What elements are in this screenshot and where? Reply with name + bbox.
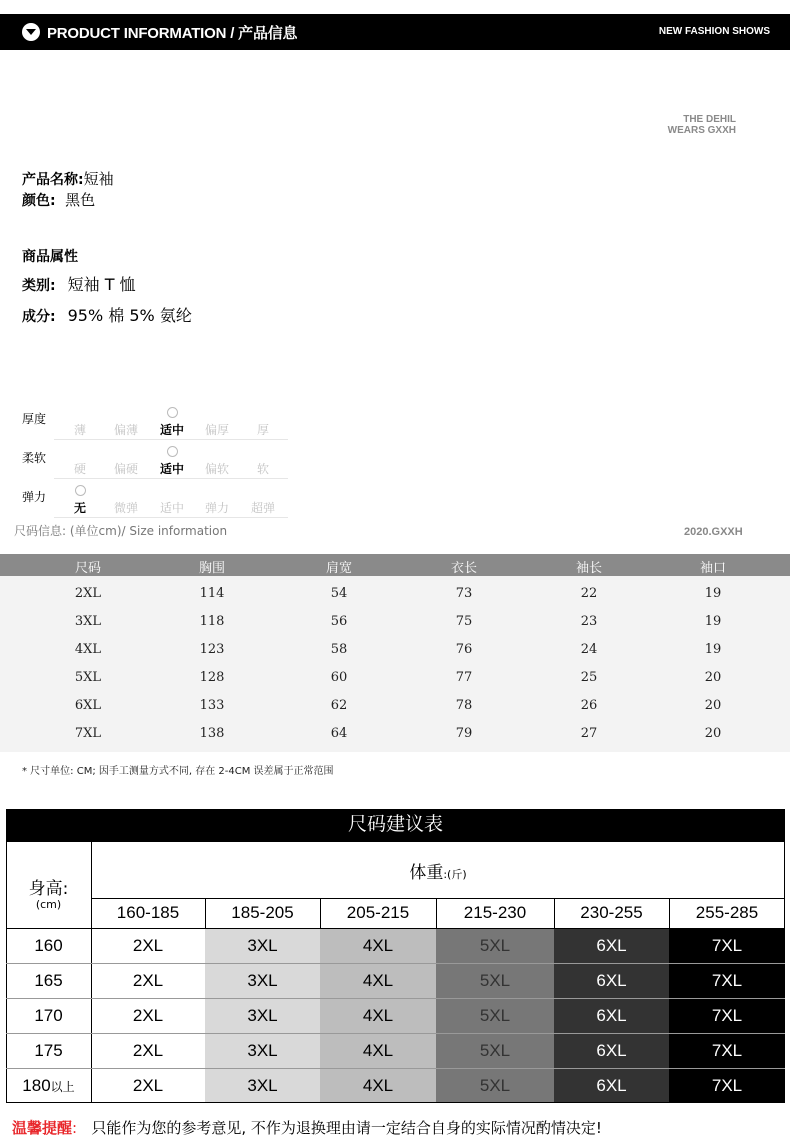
measure-cell: 56 (330, 614, 348, 629)
size-cell: 4XL (320, 1068, 436, 1103)
grid-line (91, 898, 785, 899)
grid-line (554, 898, 555, 928)
measure-cell: 20 (704, 670, 722, 685)
measure-cell: 60 (330, 670, 348, 685)
grid-line (6, 1102, 785, 1103)
grid-line (6, 842, 7, 1103)
attributes-title: 商品属性 (22, 249, 78, 265)
weight-range-cell: 160-185 (116, 903, 180, 922)
product-material (22, 303, 192, 326)
size-cell: 2XL (91, 1033, 205, 1068)
selected-marker (167, 407, 178, 418)
attribute-option: 弹力 (204, 501, 229, 515)
attribute-option: 硬 (73, 462, 86, 476)
attribute-option-selected: 适中 (159, 462, 184, 476)
weight-range-cell: 215-230 (463, 903, 527, 922)
grid-line (6, 1033, 785, 1034)
size-cell: 6XL (554, 998, 669, 1033)
measure-cell: 123 (199, 642, 225, 657)
size-cell: 3XL (205, 998, 320, 1033)
size-cell: 4XL (320, 928, 436, 963)
reminder (12, 1117, 602, 1138)
attribute-label: 厚度 (22, 412, 47, 426)
product-category-label: 类别: (22, 278, 56, 294)
header-tagline: NEW FASHION SHOWS (658, 26, 770, 37)
size-cell: 2XL (91, 998, 205, 1033)
attribute-label: 弹力 (22, 490, 47, 504)
measure-cell: 128 (199, 670, 225, 685)
product-color-value: 黑色 (65, 191, 96, 209)
measure-cell: 62 (330, 698, 348, 713)
grid-line (436, 898, 437, 928)
measure-header-cell: 袖口 (699, 561, 726, 576)
selected-marker (75, 485, 86, 496)
measure-cell: 138 (199, 726, 225, 741)
attribute-option: 偏软 (204, 462, 229, 476)
measure-cell: 5XL (74, 670, 102, 685)
size-info-label: 尺码信息: (单位cm)/ Size information (14, 524, 228, 538)
height-value: 165 (34, 971, 63, 990)
height-cell (6, 1033, 91, 1068)
height-cell (6, 1068, 91, 1103)
measure-cell: 118 (199, 614, 225, 629)
measure-cell: 76 (455, 642, 473, 657)
size-cell: 7XL (669, 963, 785, 998)
measure-cell: 4XL (74, 642, 102, 657)
measure-header-cell: 尺码 (74, 561, 101, 576)
attribute-option: 微弹 (113, 501, 138, 515)
size-chart-title: 尺码建议表 (6, 809, 785, 842)
grid-line (6, 963, 785, 964)
height-suffix: 以上 (50, 1080, 75, 1094)
attribute-option: 偏薄 (113, 423, 138, 437)
height-value: 170 (34, 1006, 63, 1025)
size-cell: 4XL (320, 998, 436, 1033)
height-cell (6, 928, 91, 963)
weight-range-cell: 230-255 (580, 903, 643, 922)
selected-marker (167, 446, 178, 457)
measure-cell: 7XL (74, 726, 102, 741)
table-row (0, 586, 790, 606)
size-cell: 7XL (669, 998, 785, 1033)
grid-line (6, 1068, 785, 1069)
grid-line (784, 842, 785, 1103)
size-cell: 4XL (320, 963, 436, 998)
size-cell: 6XL (554, 963, 669, 998)
product-name (22, 168, 114, 189)
measure-cell: 54 (330, 586, 348, 601)
measure-cell: 23 (580, 614, 598, 629)
measure-note: * 尺寸单位: CM; 因手工测量方式不同, 存在 2-4CM 误差属于正常范围 (22, 766, 334, 777)
size-cell: 4XL (320, 1033, 436, 1068)
attribute-option: 偏硬 (113, 462, 138, 476)
measure-header-cell: 衣长 (450, 561, 477, 576)
height-cell (6, 963, 91, 998)
size-cell: 6XL (554, 1033, 669, 1068)
measure-cell: 26 (580, 698, 598, 713)
measure-table-body (0, 576, 790, 752)
measure-cell: 22 (580, 586, 598, 601)
measure-cell: 114 (199, 586, 225, 601)
measure-header-cell: 肩宽 (325, 561, 352, 576)
product-color (22, 189, 95, 210)
measure-cell: 20 (704, 726, 722, 741)
measure-cell: 75 (455, 614, 473, 629)
size-cell: 7XL (669, 1033, 785, 1068)
table-row (0, 726, 790, 746)
measure-cell: 25 (580, 670, 598, 685)
size-cell: 6XL (554, 928, 669, 963)
product-color-label: 颜色: (22, 193, 56, 209)
size-cell: 2XL (91, 1068, 205, 1103)
measure-cell: 6XL (74, 698, 102, 713)
measure-header-cell: 袖长 (575, 561, 602, 576)
table-row (0, 614, 790, 634)
height-unit: (cm) (35, 898, 62, 911)
attribute-option-selected: 无 (73, 501, 86, 515)
size-cell: 5XL (436, 928, 554, 963)
measure-cell: 19 (704, 586, 722, 601)
height-label: 身高: (28, 879, 69, 899)
grid-line (320, 898, 321, 928)
attribute-option: 薄 (73, 423, 86, 437)
table-row (0, 642, 790, 662)
measure-cell: 27 (580, 726, 598, 741)
measure-cell: 24 (580, 642, 598, 657)
attribute-option: 软 (256, 462, 269, 476)
attribute-label: 柔软 (22, 451, 47, 465)
weight-range-cell: 185-205 (231, 903, 294, 922)
size-cell: 7XL (669, 928, 785, 963)
chevron-down-icon (22, 23, 40, 41)
size-cell: 3XL (205, 963, 320, 998)
measure-cell: 20 (704, 698, 722, 713)
size-cell: 5XL (436, 998, 554, 1033)
attribute-option: 偏厚 (204, 423, 229, 437)
reminder-label: 温馨提醒 (12, 1119, 73, 1137)
header-bar (0, 14, 790, 50)
weight-label (91, 858, 785, 883)
attribute-option: 厚 (256, 423, 269, 437)
attribute-divider (54, 478, 288, 479)
size-cell: 5XL (436, 1033, 554, 1068)
grid-line (205, 898, 206, 928)
size-cell: 3XL (205, 1033, 320, 1068)
height-value: 180 (22, 1076, 51, 1095)
table-row (0, 670, 790, 690)
size-cell: 2XL (91, 928, 205, 963)
measure-cell: 64 (330, 726, 348, 741)
product-category (22, 272, 136, 295)
attribute-option-selected: 适中 (159, 423, 184, 437)
measure-header-cell: 胸围 (198, 561, 225, 576)
reminder-sep: : (72, 1119, 78, 1137)
weight-unit: :(斤) (443, 868, 467, 881)
brand-text (620, 114, 736, 136)
measure-cell: 2XL (74, 586, 102, 601)
attribute-option: 适中 (159, 501, 184, 515)
attribute-divider (54, 439, 288, 440)
weight-range-cell: 205-215 (346, 903, 410, 922)
grid-line (6, 998, 785, 999)
header-title: PRODUCT INFORMATION / 产品信息 (47, 25, 298, 42)
size-cell: 5XL (436, 963, 554, 998)
brand-line-1: THE DEHIL (683, 114, 736, 125)
height-value: 160 (34, 936, 63, 955)
product-name-value: 短袖 (83, 170, 114, 188)
size-cell: 3XL (205, 928, 320, 963)
measure-cell: 3XL (74, 614, 102, 629)
size-cell: 3XL (205, 1068, 320, 1103)
table-row (0, 698, 790, 718)
size-cell: 2XL (91, 963, 205, 998)
measure-table-header (0, 554, 790, 576)
measure-cell: 79 (455, 726, 473, 741)
measure-cell: 19 (704, 642, 722, 657)
product-name-label: 产品名称: (22, 172, 84, 188)
grid-line (669, 898, 670, 928)
attribute-divider (54, 517, 288, 518)
reminder-text: 只能作为您的参考意见, 不作为退换理由请一定结合自身的实际情况酌情决定! (91, 1119, 602, 1137)
year-label: 2020.GXXH (684, 526, 743, 538)
grid-line (91, 842, 92, 1103)
measure-cell: 58 (330, 642, 348, 657)
size-cell: 6XL (554, 1068, 669, 1103)
height-value: 175 (34, 1041, 63, 1060)
measure-cell: 73 (455, 586, 473, 601)
measure-cell: 133 (199, 698, 225, 713)
grid-line (6, 928, 785, 929)
measure-cell: 77 (455, 670, 473, 685)
size-cell: 7XL (669, 1068, 785, 1103)
height-cell (6, 998, 91, 1033)
size-cell: 5XL (436, 1068, 554, 1103)
attribute-option: 超弹 (250, 501, 275, 515)
product-material-label: 成分: (22, 309, 56, 325)
size-chart-grid (6, 842, 785, 1103)
brand-line-2: WEARS GXXH (667, 125, 736, 136)
measure-cell: 78 (455, 698, 473, 713)
product-category-value: 短袖 T 恤 (67, 275, 136, 294)
product-material-value: 95% 棉 5% 氨纶 (67, 306, 192, 325)
measure-cell: 19 (704, 614, 722, 629)
weight-range-cell: 255-285 (695, 903, 759, 922)
weight-label-text: 体重 (409, 863, 444, 883)
